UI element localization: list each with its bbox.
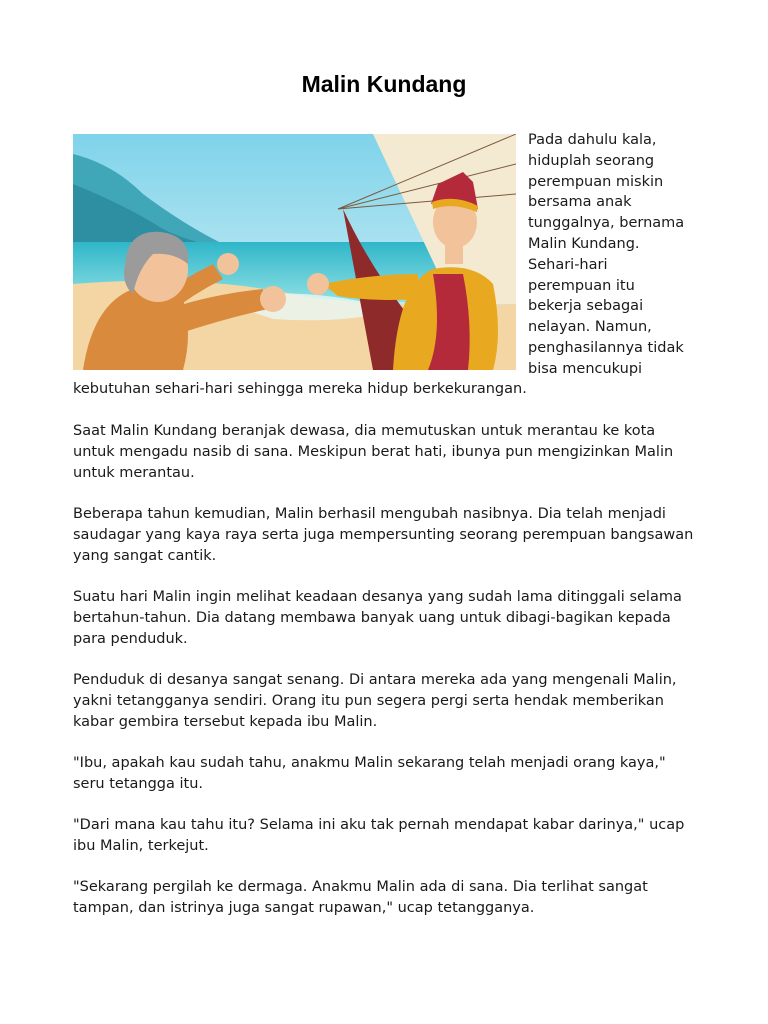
- paragraph-line: seru tetangga itu.: [73, 775, 204, 792]
- paragraph-line: kebutuhan sehari-hari sehingga mereka hidup berkekurangan.: [73, 381, 527, 397]
- story-illustration: [73, 134, 516, 370]
- paragraph: [73, 753, 703, 795]
- intro-line: perempuan itu: [528, 277, 635, 294]
- paragraph-line: untuk mengadu nasib di sana. Meskipun berat hati, ibunya pun mengizinkan Malin: [73, 443, 674, 460]
- paragraph-line: saudagar yang kaya raya serta juga mempersunting seorang perempuan bangsawan: [73, 526, 694, 543]
- intro-line: bersama anak: [528, 194, 632, 211]
- intro-line: Pada dahulu kala,: [528, 132, 657, 148]
- paragraph-line: bertahun-tahun. Dia datang membawa banyak uang untuk dibagi-bagikan kepada: [73, 609, 671, 626]
- paragraph-line: Beberapa tahun kemudian, Malin berhasil mengubah nasibnya. Dia telah menjadi: [73, 506, 666, 522]
- paragraph-line: untuk merantau.: [73, 464, 195, 481]
- paragraph-line: ibu Malin, terkejut.: [73, 837, 209, 854]
- paragraph-line: Saat Malin Kundang beranjak dewasa, dia memutuskan untuk merantau ke kota: [73, 423, 656, 439]
- paragraph-line: para penduduk.: [73, 630, 188, 647]
- intro-side-text: [528, 130, 708, 380]
- paragraph-line: yang sangat cantik.: [73, 547, 217, 564]
- intro-line: bekerja sebagai: [528, 298, 644, 315]
- intro-continuation: [73, 379, 703, 400]
- paragraph: [73, 670, 703, 732]
- paragraph-line: kabar gembira tersebut kepada ibu Malin.: [73, 713, 378, 730]
- paragraph-line: "Ibu, apakah kau sudah tahu, anakmu Malin sekarang telah menjadi orang kaya,": [73, 755, 666, 771]
- intro-line: hiduplah seorang: [528, 152, 655, 169]
- paragraph-line: Suatu hari Malin ingin melihat keadaan desanya yang sudah lama ditinggali selama: [73, 589, 682, 605]
- paragraph: [73, 815, 703, 857]
- intro-line: penghasilannya tidak: [528, 339, 684, 356]
- intro-line: perempuan miskin: [528, 173, 664, 190]
- intro-line: bisa mencukupi: [528, 360, 643, 377]
- paragraph-line: "Dari mana kau tahu itu? Selama ini aku tak pernah mendapat kabar darinya," ucap: [73, 817, 685, 833]
- paragraph: [73, 587, 703, 649]
- intro-line: Malin Kundang.: [528, 235, 640, 252]
- intro-line: Sehari-hari: [528, 256, 608, 273]
- paragraph-line: yakni tetangganya sendiri. Orang itu pun segera pergi serta hendak memberikan: [73, 692, 664, 709]
- intro-line: tunggalnya, bernama: [528, 215, 685, 232]
- paragraph: [73, 877, 703, 919]
- page-title: Malin Kundang: [301, 71, 467, 97]
- paragraph: [73, 504, 703, 566]
- intro-line: nelayan. Namun,: [528, 319, 652, 336]
- paragraph: [73, 421, 703, 483]
- paragraph-line: tampan, dan istrinya juga sangat rupawan," ucap tetangganya.: [73, 899, 535, 916]
- paragraph-line: Penduduk di desanya sangat senang. Di antara mereka ada yang mengenali Malin,: [73, 672, 677, 688]
- paragraph-line: "Sekarang pergilah ke dermaga. Anakmu Malin ada di sana. Dia terlihat sangat: [73, 879, 648, 895]
